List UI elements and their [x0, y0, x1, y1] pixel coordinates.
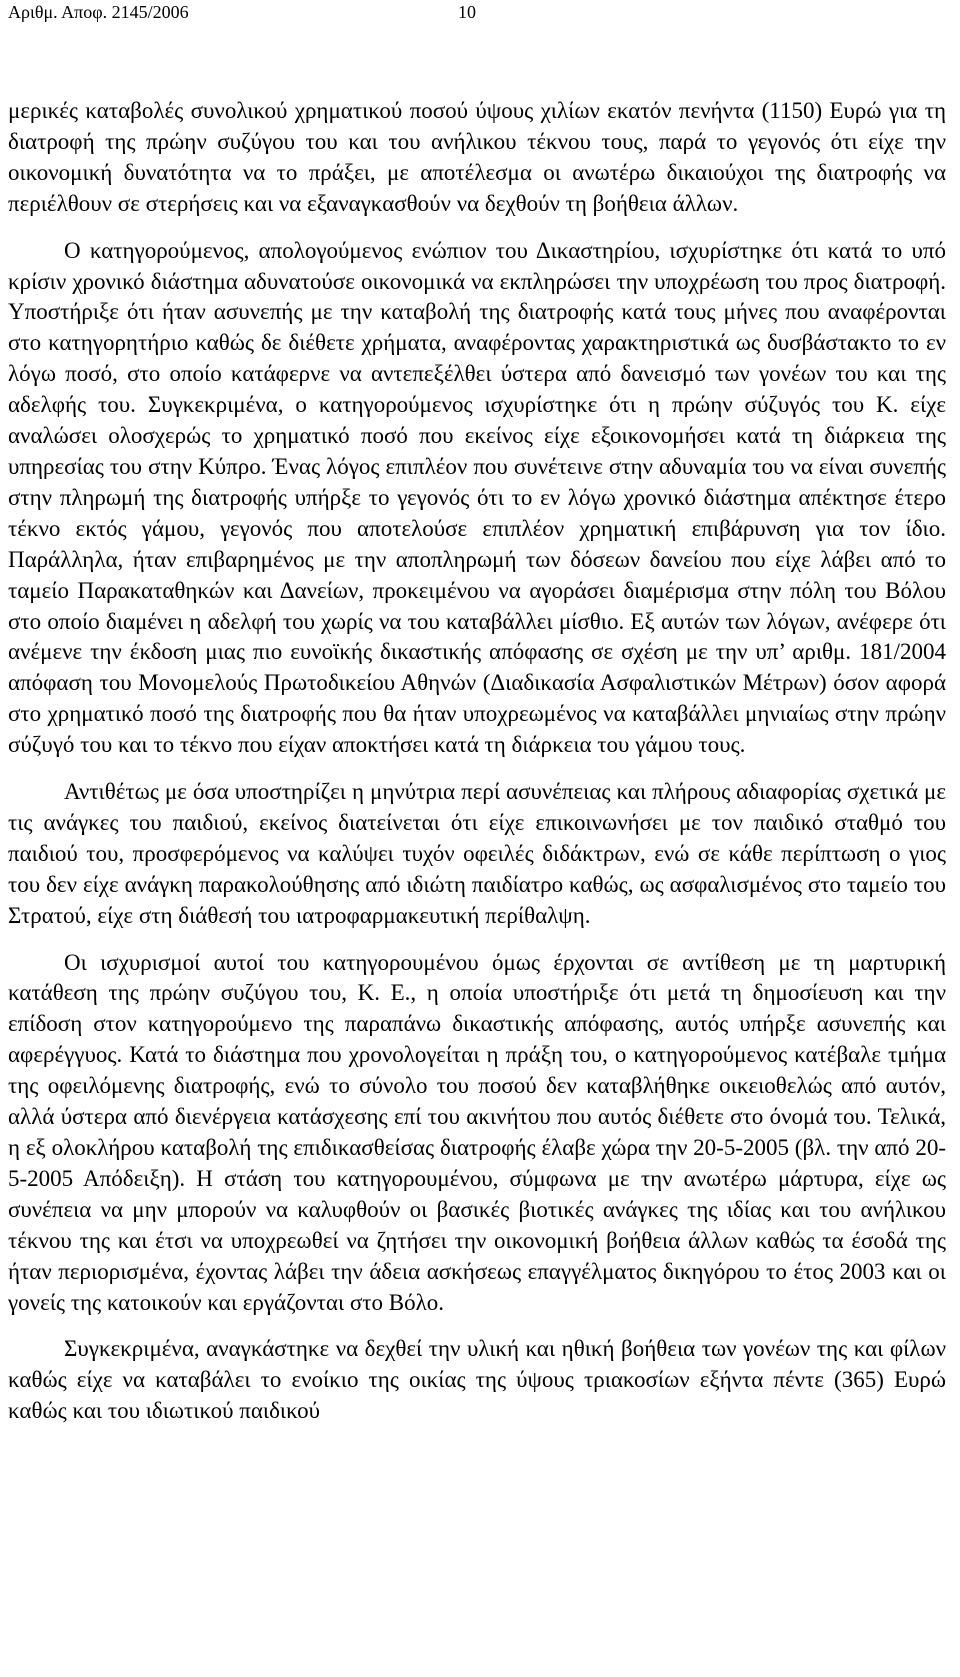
document-body: [8, 96, 946, 1427]
decision-reference: Αριθμ. Αποφ. 2145/2006: [8, 2, 189, 22]
paragraph-defendant-statement: Ο κατηγορούμενος, απολογούμενος ενώπιον του Δικαστηρίου, ισχυρίστηκε ότι κατά το υπό κρίσιν χρονικό διάστημα αδυνατούσε οικονομικά να εκπληρώσει την υποχρέωση του προς διατροφή. Υποστήριξε ότι ήταν ασυνεπής με την καταβολή της διατροφής κατά τους μήνες που αναφέρονται στο κατηγορητήριο καθώς δε διέθετε χρήματα, αναφέροντας χαρακτηριστικά ως δυσβάστακτο το εν λόγω ποσό, στο οποίο κατάφερνε να αντεπεξέλθει ύστερα από δανεισμό των γονέων του και της αδελφής του. Συγκεκριμένα, ο κατηγορούμενος ισχυρίστηκε ότι η πρώην σύζυγός του Κ. είχε αναλώσει ολοσχερώς το χρηματικό ποσό που εκείνος είχε εξοικονομήσει κατά τη διάρκεια της υπηρεσίας του στην Κύπρο. Ένας λόγος επιπλέον που συνέτεινε στην αδυναμία του να είναι συνεπής στην πληρωμή της διατροφής υπήρξε το γεγονός ότι το εν λόγω χρονικό διάστημα απέκτησε έτερο τέκνο εκτός γάμου, γεγονός που αποτελούσε επιπλέον χρηματική επιβάρυνση για τον ίδιο. Παράλληλα, ήταν επιβαρημένος με την αποπληρωμή των δόσεων δανείου που είχε λάβει από το ταμείο Παρακαταθηκών και Δανείων, προκειμένου να αγοράσει διαμέρισμα στην πόλη του Βόλου στο οποίο διαμένει η αδελφή του χωρίς να του καταβάλλει μίσθιο. Εξ αυτών των λόγων, ανέφερε ότι ανέμενε την έκδοση μιας πιο ευνοϊκής δικαστικής απόφασης σε σχέση με την υπ’ αριθμ. 181/2004 απόφαση του Μονομελούς Πρωτοδικείου Αθηνών (Διαδικασία Ασφαλιστικών Μέτρων) όσον αφορά στο χρηματικό ποσό της διατροφής που θα ήταν υποχρεωμένος να καταβάλλει μηνιαίως στην πρώην σύζυγό του και το τέκνο που είχαν αποκτήσει κατά τη διάρκεια του γάμου τους.: [8, 237, 946, 758]
page-number: 10: [458, 2, 476, 22]
paragraph-defendant-claims: Αντιθέτως με όσα υποστηρίζει η μηνύτρια περί ασυνέπειας και πλήρους αδιαφορίας σχετικά με τις ανάγκες του παιδιού, εκείνος διατείνεται ότι είχε επικοινωνήσει με τον παιδικό σταθμό του παιδιού του, προσφερόμενος να καλύψει τυχόν οφειλές διδάκτρων, ενώ σε κάθε περίπτωση ο γιος του δεν είχε ανάγκη παρακολούθησης από ιδιώτη παιδίατρο καθώς, ως ασφαλισμένος στο ταμείο του Στρατού, είχε στη διάθεσή του ιατροφαρμακευτική περίθαλψη.: [8, 779, 946, 928]
paragraph-witness-testimony: Οι ισχυρισμοί αυτοί του κατηγορουμένου όμως έρχονται σε αντίθεση με τη μαρτυρική κατάθεση της πρώην συζύγου του, Κ. Ε., η οποία υποστήριξε ότι μετά τη δημοσίευση και την επίδοση στον κατηγορούμενο της παραπάνω δικαστικής απόφασης, αυτός υπήρξε ασυνεπής και αφερέγγυος. Κατά το διάστημα που χρονολογείται η πράξη του, ο κατηγορούμενος κατέβαλε τμήμα της οφειλόμενης διατροφής, ενώ το σύνολο του ποσού δεν καταβλήθηκε οικειοθελώς από αυτόν, αλλά ύστερα από διενέργεια κατάσχεσης επί του ακινήτου που αυτός διέθετε στο όνομά του. Τελικά, η εξ ολοκλήρου καταβολή της επιδικασθείσας διατροφής έλαβε χώρα την 20-5-2005 (βλ. την από 20-5-2005 Απόδειξη). Η στάση του κατηγορουμένου, σύμφωνα με την ανωτέρω μάρτυρα, είχε ως συνέπεια να μην μπορούν να καλυφθούν οι βασικές βιοτικές ανάγκες της ιδίας και του ανήλικου τέκνου της και έτσι να υποχρεωθεί να ζητήσει την οικονομική βοήθεια άλλων καθώς τα έσοδά της ήταν περιορισμένα, έχοντας λάβει την άδεια ασκήσεως επαγγέλματος δικηγόρου το έτος 2003 και οι γονείς της κατοικούν και εργάζονται στο Βόλο.: [8, 949, 946, 1315]
paragraph-specifics: Συγκεκριμένα, αναγκάστηκε να δεχθεί την υλική και ηθική βοήθεια των γονέων της και φίλων καθώς είχε να καταβάλει το ενοίκιο της οικίας της ύψους τριακοσίων εξήντα πέντε (365) Ευρώ καθώς και του ιδιωτικού παιδικού: [8, 1336, 946, 1424]
page-header: [8, 0, 948, 24]
paragraph-continued: μερικές καταβολές συνολικού χρηματικού ποσού ύψους χιλίων εκατόν πενήντα (1150) Ευρώ για τη διατροφή της πρώην συζύγου του και του ανήλικου τέκνου τους, παρά το γεγονός ότι είχε την οικονομική δυνατότητα να το πράξει, με αποτέλεσμα οι ανωτέρω δικαιούχοι της διατροφής να περιέλθουν σε στερήσεις και να εξαναγκασθούν να δεχθούν τη βοήθεια άλλων.: [8, 98, 946, 216]
